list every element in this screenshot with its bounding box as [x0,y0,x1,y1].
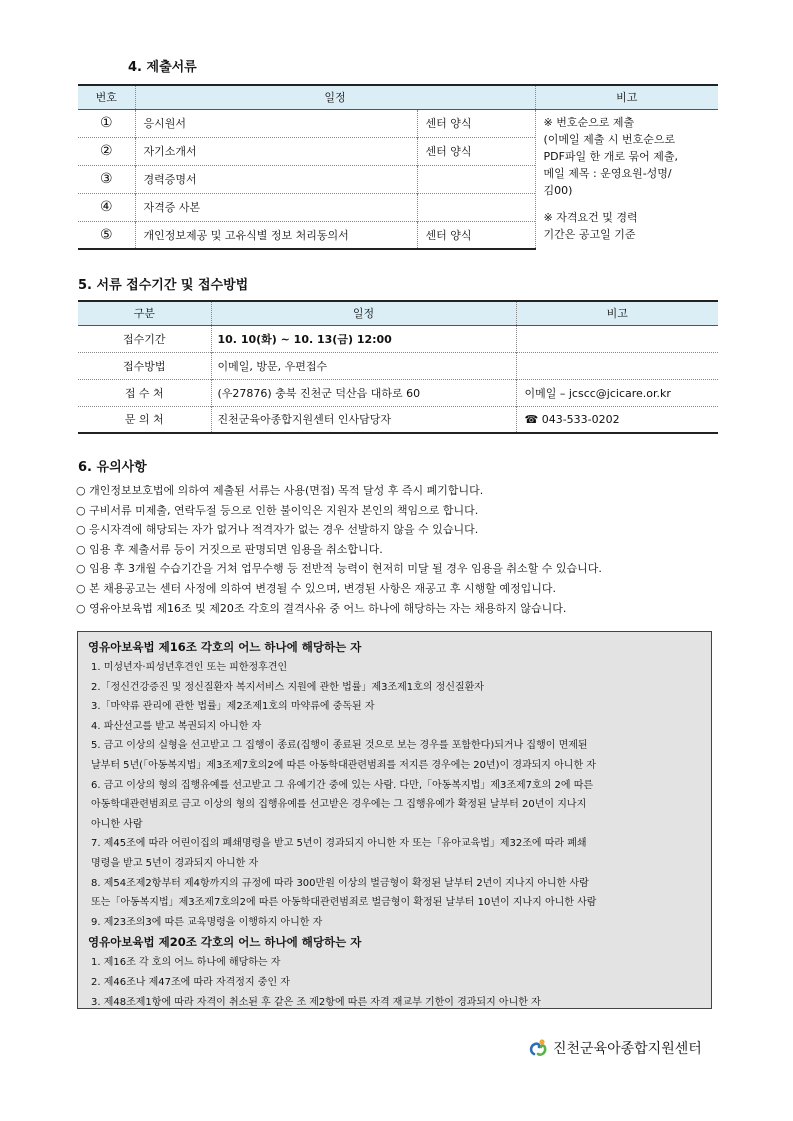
disqualification-box [77,631,712,1009]
row-label: 접수기간 [78,325,211,352]
note-line: 메일 제목 : 운영요원-성명/ [543,166,672,180]
document-form: 센터 양식 [417,109,535,137]
phone-note: ☎ 043-533-0202 [516,406,718,433]
documents-table [78,84,718,250]
box-heading: 영유아보육법 제16조 각호의 어느 하나에 해당하는 자 [88,640,362,654]
notice-list [76,481,602,618]
note-line: ※ 자격요건 및 경력 [543,210,638,224]
center-logo-text: 진천군육아종합지원센터 [553,1041,702,1057]
document-form [417,165,535,193]
note-line: ※ 번호순으로 제출 [543,115,635,129]
box-line: 3. 제48조제1항에 따라 자격이 취소된 후 같은 조 제2항에 따른 자격 재교부 기한이 경과되지 아니한 자 [91,996,541,1008]
document-form: 센터 양식 [417,137,535,165]
table-row [78,406,718,433]
row-number: ③ [78,165,135,193]
row-label: 접 수 처 [78,379,211,406]
list-item: ○ 영유아보육법 제16조 및 제20조 각호의 결격사유 중 어느 하나에 해당하는 자는 채용하지 않습니다. [76,601,567,615]
list-item: ○ 구비서류 미제출, 연락두절 등으로 인한 불이익은 지원자 본인의 책임으로 합니다. [76,503,479,517]
contact-person: 진천군육아종합지원센터 인사담당자 [211,406,516,433]
box-line: 1. 미성년자·피성년후견인 또는 피한정후견인 [91,662,288,673]
row-note [516,352,718,379]
box-line: 1. 제16조 각 호의 어느 하나에 해당하는 자 [91,957,281,969]
table-row [78,325,718,352]
box-line: 7. 제45조에 따라 어린이집의 폐쇄명령을 받고 5년이 경과되지 아니한 자 또는「유아교육법」제32조에 따라 폐쇄 [91,838,587,850]
box-line: 2. 제46조나 제47조에 따라 자격정지 중인 자 [91,976,290,988]
box-line: 9. 제23조의3에 따른 교육명령을 이행하지 아니한 자 [91,916,323,928]
document-form [417,193,535,221]
row-number: ② [78,137,135,165]
row-number: ⑤ [78,221,135,249]
table-row [78,109,718,137]
box-line: 8. 제54조제2항부터 제4항까지의 규정에 따라 300만원 이상의 벌금형이 확정된 날부터 2년이 지나지 아니한 사람 [91,877,589,889]
box-line: 5. 금고 이상의 실형을 선고받고 그 집행이 종료(집행이 종료된 것으로 보는 경우를 포함한다)되거나 집행이 면제된 [91,740,588,752]
email-note: 이메일 – jcscc@jcicare.or.kr [516,379,718,406]
center-logo-icon [528,1037,550,1059]
box-line: 3.「마약류 관리에 관한 법률」제2조제1호의 마약류에 중독된 자 [91,701,375,713]
section5-title: 5. 서류 접수기간 및 접수방법 [78,278,249,293]
document-name: 개인정보제공 및 고유식별 정보 처리동의서 [135,221,417,249]
col-header-schedule: 일정 [211,301,516,325]
box-line: 6. 금고 이상의 형의 집행유예를 선고받고 그 유예기간 중에 있는 사람. 다만,「아동복지법」제3조제7호의 2에 따른 [91,779,594,791]
list-item: ○ 임용 후 제출서류 등이 거짓으로 판명되면 임용을 취소합니다. [76,542,383,556]
note-line: PDF파일 한 개로 묶어 제출, [543,149,679,163]
col-header-note: 비고 [535,85,718,109]
row-label: 문 의 처 [78,406,211,433]
section4-title: 4. 제출서류 [128,60,197,75]
col-header-number: 번호 [78,85,135,109]
box-line: 명령을 받고 5년이 경과되지 아니한 자 [91,857,259,869]
note-line: 기간은 공고일 기준 [543,227,636,241]
document-form: 센터 양식 [417,221,535,249]
row-label: 접수방법 [78,352,211,379]
document-name: 경력증명서 [135,165,417,193]
document-name: 자기소개서 [135,137,417,165]
center-logo [528,1037,702,1059]
document-name: 자격증 사본 [135,193,417,221]
list-item: ○ 개인정보보호법에 의하여 제출된 서류는 사용(면접) 목적 달성 후 즉시 폐기합니다. [76,484,484,497]
note-line: (이메일 제출 시 번호순으로 [543,132,676,146]
note-line: 김00) [543,183,573,197]
box-line: 날부터 5년(「아동복지법」제3조제7호의2에 따른 아동학대관련범죄를 저지른 경우에는 20년)이 경과되지 아니한 자 [91,759,596,771]
box-line: 2.「정신건강증진 및 정신질환자 복지서비스 지원에 관한 법률」제3조제1호의 정신질환자 [91,681,484,693]
col-header-schedule: 일정 [135,85,535,109]
col-header-note: 비고 [516,301,718,325]
table-row [78,352,718,379]
list-item: ○ 응시자격에 해당되는 자가 없거나 적격자가 없는 경우 선발하지 않을 수 있습니다. [76,523,479,537]
application-table [78,300,718,434]
documents-note [535,109,718,249]
application-method: 이메일, 방문, 우편접수 [211,352,516,379]
row-note [516,325,718,352]
list-item: ○ 본 채용공고는 센터 사정에 의하여 변경될 수 있으며, 변경된 사항은 재공고 후 시행할 예정입니다. [76,581,556,595]
document-name: 응시원서 [135,109,417,137]
application-period: 10. 10(화) ~ 10. 13(금) 12:00 [211,325,516,352]
box-line: 아니한 사람 [91,818,143,830]
col-header-category: 구분 [78,301,211,325]
row-number: ① [78,109,135,137]
box-line: 4. 파산선고를 받고 복권되지 아니한 자 [91,720,262,732]
section6-title: 6. 유의사항 [78,460,147,475]
box-heading: 영유아보육법 제20조 각호의 어느 하나에 해당하는 자 [88,935,362,950]
box-line: 또는「아동복지법」제3조제7호의2에 따른 아동학대관련범죄로 벌금형이 확정된 날부터 10년이 지나지 아니한 사람 [91,897,597,909]
list-item: ○ 임용 후 3개월 수습기간을 거쳐 업무수행 등 전반적 능력이 현저히 미달 될 경우 임용을 취소할 수 있습니다. [76,562,602,576]
box-line: 아동학대관련범죄로 금고 이상의 형의 집행유예를 선고받은 경우에는 그 집행유예가 확정된 날부터 20년이 지나지 [91,799,587,811]
row-number: ④ [78,193,135,221]
application-address: (우27876) 충북 진천군 덕산읍 대하로 60 [211,379,516,406]
table-row [78,379,718,406]
